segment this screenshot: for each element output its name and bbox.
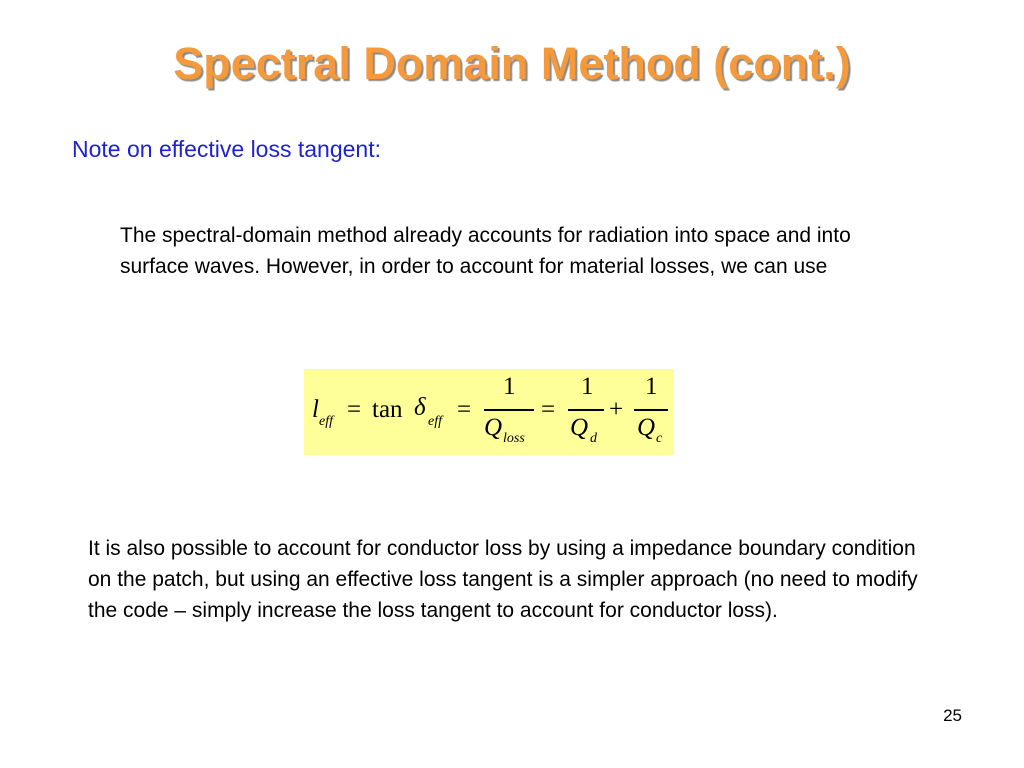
frac2-subscript: d	[590, 431, 597, 446]
frac2-denominator: Q	[570, 414, 589, 441]
formula-delta-subscript: eff	[428, 414, 442, 429]
formula-equals-2: =	[457, 396, 472, 423]
intro-paragraph: The spectral-domain method already accounts for radiation into space and into surface waves. However, in order to account for material losses, we can use	[120, 224, 851, 278]
slide-title: Spectral Domain Method (cont.)	[173, 38, 851, 89]
formula-l-symbol: l	[312, 396, 319, 423]
formula-equals-1: =	[347, 396, 362, 423]
frac2-numerator: 1	[581, 373, 594, 400]
conductor-loss-paragraph: It is also possible to account for conductor loss by using a impedance boundary condition on the patch, but using an effective loss tangent is a simpler approach (no need to modify the code – simply increase the loss tangent to account for conductor loss).	[88, 537, 918, 622]
formula-box	[304, 369, 674, 455]
frac3-bar	[634, 409, 668, 411]
formula-plus: +	[609, 396, 624, 423]
formula-equals-3: =	[541, 396, 556, 423]
frac1-bar	[484, 409, 534, 411]
frac1-numerator: 1	[503, 373, 516, 400]
frac3-numerator: 1	[645, 373, 658, 400]
formula-l-subscript: eff	[319, 414, 333, 429]
frac2-bar	[568, 409, 604, 411]
formula-tan: tan	[372, 396, 403, 423]
frac1-subscript: loss	[503, 431, 525, 446]
frac1-denominator: Q	[484, 414, 503, 441]
frac3-denominator: Q	[637, 414, 656, 441]
page-number: 25	[943, 706, 962, 725]
note-heading: Note on effective loss tangent:	[72, 136, 381, 162]
formula-delta: δ	[414, 394, 426, 421]
frac3-subscript: c	[656, 431, 663, 446]
